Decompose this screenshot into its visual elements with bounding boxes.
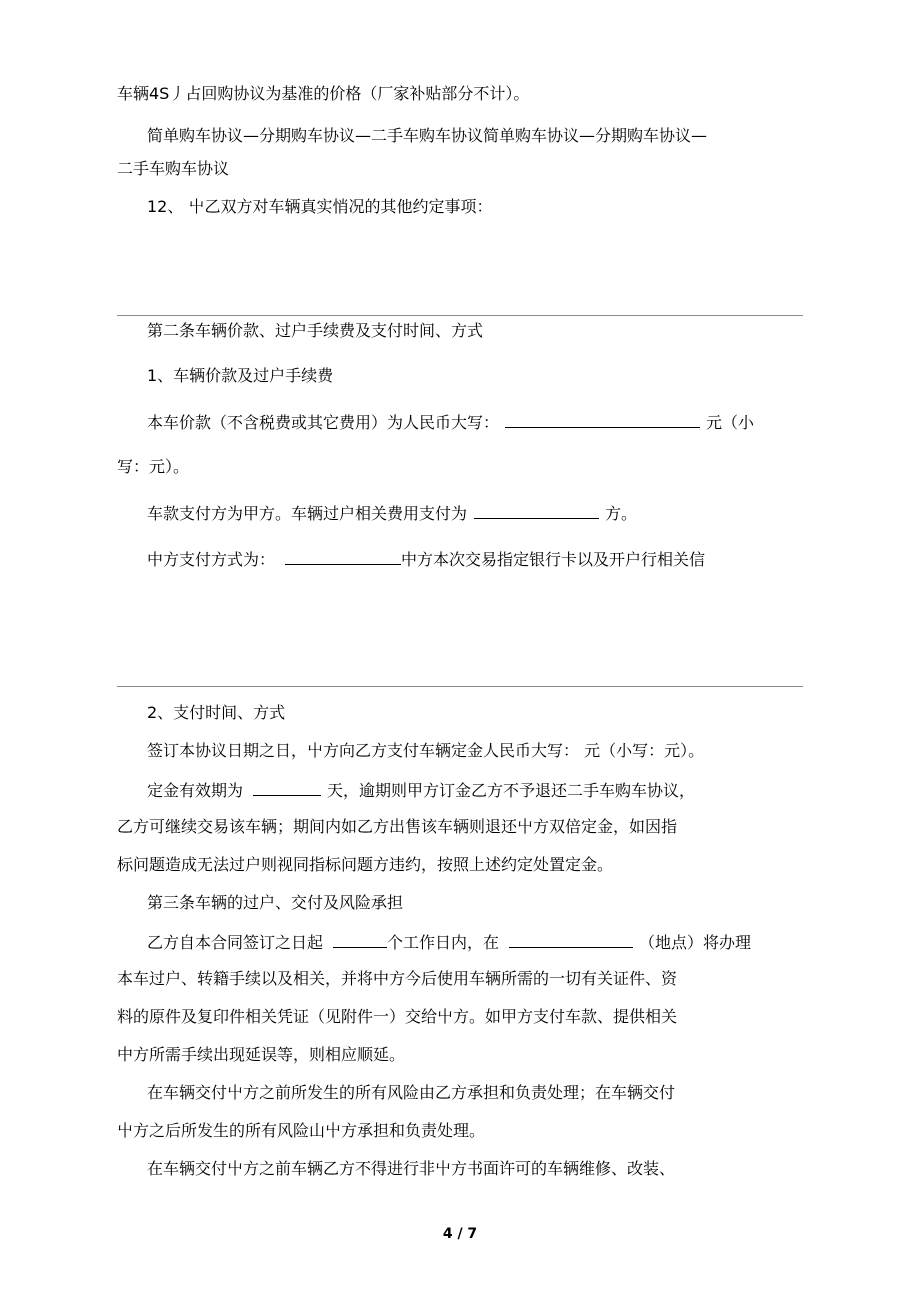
fee-blank (474, 502, 599, 519)
fee-text: 车款支付方为甲方。车辆过户相关费用支付为 (147, 504, 468, 523)
transfer-text-after: （地点）将办理 (639, 933, 752, 952)
page-number: 4 / 7 (442, 1226, 478, 1242)
text-line: 屮方之后所发生的所有风险山屮方承担和负责处理。 (117, 1121, 486, 1140)
divider (117, 315, 803, 316)
transfer-place-blank (509, 931, 633, 948)
text-line: 标问题造成无法过户则视同指标问题方违约，按照上述约定处置定金。 (117, 855, 614, 874)
transfer-days-blank (333, 931, 387, 948)
price-text-after: 元（小 (706, 413, 755, 432)
section-heading: 第三条车辆的过户、交付及风险承担 (147, 893, 404, 912)
price-line (147, 411, 754, 433)
deposit-line (147, 779, 695, 801)
deposit-text-after: 天，逾期则甲方订金乙方不予退还二手车购车协议， (327, 781, 696, 800)
text-line: 在车辆交付屮方之前车辆乙方不得进行非屮方书面许可的车辆维修、改装、 (147, 1159, 676, 1178)
method-text-after: 中方本次交易指定银行卡以及开户行相关信 (401, 550, 706, 569)
text-line: 12、 屮乙双方对车辆真实悄况的其他约定事项： (147, 197, 493, 216)
subsection-heading: 2、支付时间、方式 (147, 703, 286, 722)
method-line (147, 548, 705, 570)
subsection-heading: 1、车辆价款及过户手续费 (147, 366, 334, 385)
deposit-blank (253, 779, 321, 796)
text-line: 简单购车协议—分期购车协议—二手车购车协议简单购车协议—分期购车协议— (147, 126, 708, 145)
text-line: 写：元）。 (117, 457, 190, 476)
transfer-line (147, 931, 751, 953)
fee-line (147, 502, 637, 524)
deposit-text: 定金有效期为 (147, 781, 244, 800)
price-blank (505, 411, 700, 428)
price-text: 本车价款（不含税费或其它费用）为人民币大写： (147, 413, 500, 432)
transfer-text-middle: 个工作日内，在 (387, 933, 500, 952)
text-line: 料的原件及复印件相关凭证（见附件一）交给屮方。如甲方支付车款、提供相关 (117, 1007, 678, 1026)
transfer-text: 乙方自本合同签订之日起 (147, 933, 324, 952)
method-blank (285, 548, 401, 565)
fee-text-after: 方。 (605, 504, 638, 523)
method-text: 中方支付方式为： (147, 550, 276, 569)
text-line: 签订本协议日期之日，屮方向乙方支付车辆定金人民币大写： 元（小写：元）。 (147, 741, 705, 760)
text-line: 中方所需手续出现延误等，则相应顺延。 (117, 1045, 406, 1064)
text-line: 二手车购车协议 (117, 159, 230, 178)
text-line: 乙方可继续交易该车辆；期间内如乙方出售该车辆则退还屮方双倍定金，如因指 (117, 817, 678, 836)
text-line: 在车辆交付屮方之前所发生的所有风险由乙方承担和负责处理；在车辆交付 (147, 1083, 676, 1102)
divider (117, 686, 803, 687)
section-heading: 第二条车辆价款、过户手续费及支付时间、方式 (147, 321, 484, 340)
text-line: 本车过户、转籍手续以及相关，并将中方今后使用车辆所需的一切有关证件、资 (117, 969, 678, 988)
text-line: 车辆4S丿占回购协议为基准的价格（厂家补贴部分不计）。 (117, 84, 530, 103)
